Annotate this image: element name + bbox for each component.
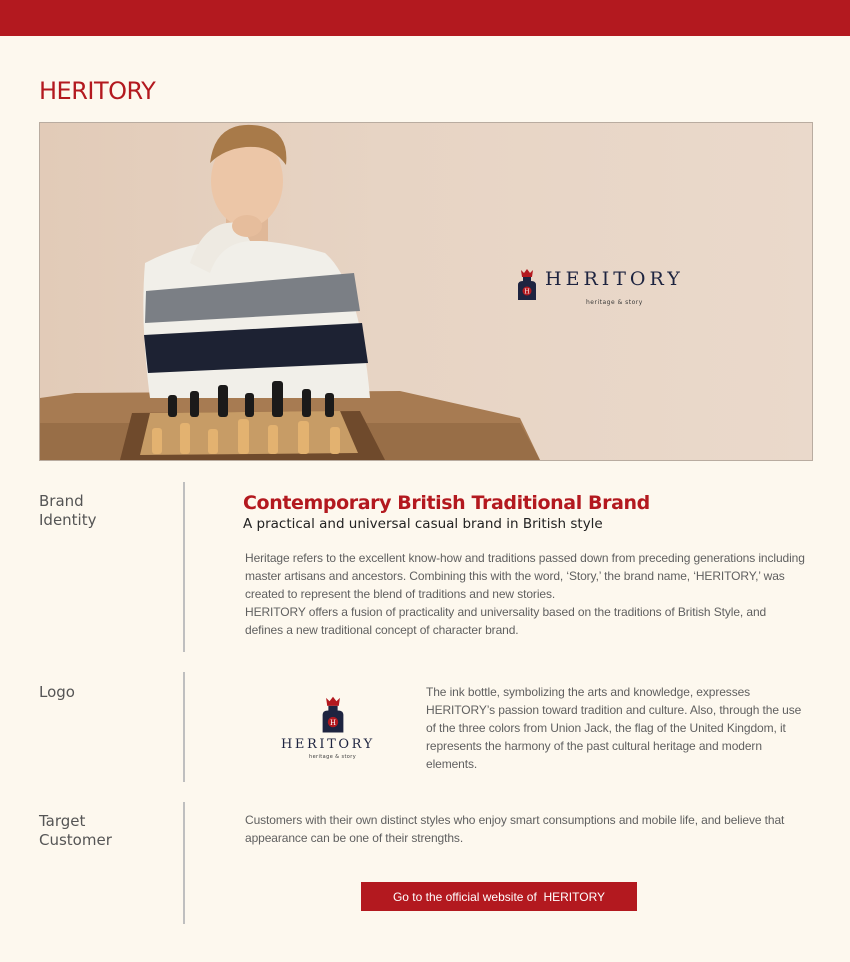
logo-mark xyxy=(276,690,392,764)
svg-text:H: H xyxy=(329,718,337,727)
hero-banner xyxy=(39,122,813,461)
hero-logo xyxy=(514,266,694,311)
brand-subhead: A practical and universal casual brand in British style xyxy=(243,516,603,532)
logo-tagline: heritage & story xyxy=(309,754,357,760)
target-customer-label: Target Customer xyxy=(39,812,112,849)
svg-text:H: H xyxy=(524,288,530,296)
section-divider xyxy=(183,802,185,924)
brand-identity-label: Brand Identity xyxy=(39,492,97,529)
logo-word: HERITORY xyxy=(281,737,375,752)
ink-bottle-crown-icon xyxy=(318,692,348,736)
top-bar xyxy=(0,0,850,36)
hero-logo-tagline: heritage & story xyxy=(586,299,643,306)
brand-headline: Contemporary British Traditional Brand xyxy=(243,492,650,514)
logo-description: The ink bottle, symbolizing the arts and knowledge, expresses HERITORY’s passion toward tradition and culture. Also, through the use of the three colors from Union Jack, the flag of the United Kingdom, it represents the harmony of the past cultural heritage and modern elements. xyxy=(426,685,802,771)
logo-label: Logo xyxy=(39,683,75,701)
brand-title: HERITORY xyxy=(39,77,156,105)
ink-bottle-crown-icon xyxy=(514,266,540,302)
brand-identity-body: Heritage refers to the excellent know-how and traditions passed down from preceding generations including master artisans and ancestors. Combining this with the word, ‘Story,’ the brand name, ‘HERITORY,’ was created to represent the blend of traditions and new stories. HERITORY offers a fusion of practicality and universality based on the traditions of British Style, and defines a new traditional concept of character brand. xyxy=(245,551,805,637)
hero-logo-word: HERITORY xyxy=(545,268,684,290)
target-customer-body: Customers with their own distinct styles who enjoy smart consumptions and mobile life, and believe that appearance can be one of their strengths. xyxy=(245,813,785,845)
section-divider xyxy=(183,672,185,782)
man-chess-photo xyxy=(40,123,812,460)
section-divider xyxy=(183,482,185,652)
official-website-button[interactable]: Go to the official website of HERITORY xyxy=(361,882,637,911)
